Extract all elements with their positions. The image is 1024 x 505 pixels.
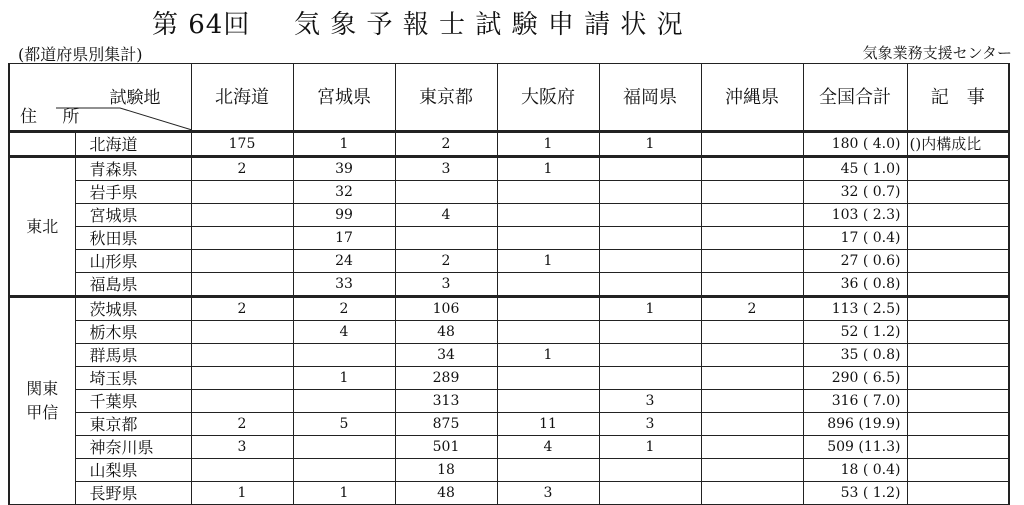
count-cell: 4: [293, 321, 395, 344]
total-cell: 36 ( 0.8): [803, 273, 907, 297]
count-cell: 99: [293, 204, 395, 227]
total-cell: 113 ( 2.5): [803, 297, 907, 321]
count-cell: [395, 227, 497, 250]
count-cell: 39: [293, 157, 395, 181]
table-row: [9, 250, 1009, 273]
count-cell: [599, 367, 701, 390]
count-cell: [497, 459, 599, 482]
table-row: [9, 436, 1009, 459]
count-cell: [191, 250, 293, 273]
count-cell: 32: [293, 181, 395, 204]
corner-label-address: 住 所: [20, 107, 90, 127]
note-cell: [907, 157, 1009, 181]
exam-number: 第 64回: [152, 10, 251, 40]
count-cell: [599, 344, 701, 367]
count-cell: 1: [497, 250, 599, 273]
prefecture-name: 千葉県: [75, 390, 191, 413]
count-cell: [599, 273, 701, 297]
table-row: [9, 459, 1009, 482]
total-cell: 52 ( 1.2): [803, 321, 907, 344]
count-cell: 2: [191, 157, 293, 181]
header-note: 記 事: [907, 64, 1009, 132]
total-cell: 35 ( 0.8): [803, 344, 907, 367]
count-cell: 24: [293, 250, 395, 273]
count-cell: [599, 181, 701, 204]
count-cell: 3: [191, 436, 293, 459]
count-cell: 3: [395, 157, 497, 181]
count-cell: [497, 367, 599, 390]
count-cell: 175: [191, 132, 293, 157]
table-row: [9, 390, 1009, 413]
count-cell: [701, 482, 803, 505]
count-cell: [497, 273, 599, 297]
count-cell: 313: [395, 390, 497, 413]
count-cell: [701, 273, 803, 297]
count-cell: [701, 181, 803, 204]
total-cell: 32 ( 0.7): [803, 181, 907, 204]
count-cell: 4: [395, 204, 497, 227]
count-cell: [599, 250, 701, 273]
header-corner: [9, 64, 191, 132]
prefecture-name: 岩手県: [75, 181, 191, 204]
total-cell: 290 ( 6.5): [803, 367, 907, 390]
total-cell: 17 ( 0.4): [803, 227, 907, 250]
count-cell: 1: [497, 157, 599, 181]
count-cell: [191, 181, 293, 204]
count-cell: [701, 204, 803, 227]
note-cell: [907, 413, 1009, 436]
count-cell: [599, 227, 701, 250]
header-row: [9, 64, 1009, 132]
document-title: [0, 4, 1024, 40]
note-cell: [907, 436, 1009, 459]
total-cell: 27 ( 0.6): [803, 250, 907, 273]
table-row: [9, 482, 1009, 505]
header-total: 全国合計: [803, 64, 907, 132]
header-site-miyagi: 宮城県: [293, 64, 395, 132]
subtitle: (都道府県別集計): [18, 45, 143, 64]
total-cell: 180 ( 4.0): [803, 132, 907, 157]
count-cell: [701, 367, 803, 390]
total-cell: 316 ( 7.0): [803, 390, 907, 413]
header-site-tokyo: 東京都: [395, 64, 497, 132]
count-cell: [599, 321, 701, 344]
prefecture-name: 長野県: [75, 482, 191, 505]
count-cell: [701, 321, 803, 344]
count-cell: [293, 344, 395, 367]
count-cell: 17: [293, 227, 395, 250]
prefecture-name: 秋田県: [75, 227, 191, 250]
count-cell: 1: [599, 297, 701, 321]
count-cell: [599, 204, 701, 227]
count-cell: 2: [701, 297, 803, 321]
count-cell: 3: [497, 482, 599, 505]
note-cell: [907, 344, 1009, 367]
count-cell: 2: [395, 250, 497, 273]
table-row: [9, 297, 1009, 321]
total-cell: 45 ( 1.0): [803, 157, 907, 181]
count-cell: [701, 227, 803, 250]
count-cell: 3: [395, 273, 497, 297]
table-row: [9, 157, 1009, 181]
count-cell: 34: [395, 344, 497, 367]
count-cell: [497, 227, 599, 250]
note-cell: [907, 297, 1009, 321]
count-cell: [293, 459, 395, 482]
count-cell: 2: [395, 132, 497, 157]
table-row: [9, 344, 1009, 367]
prefecture-name: 神奈川県: [75, 436, 191, 459]
header-site-osaka: 大阪府: [497, 64, 599, 132]
source-organization: 気象業務支援センター: [862, 44, 1012, 62]
count-cell: 1: [599, 132, 701, 157]
count-cell: [191, 367, 293, 390]
count-cell: [497, 204, 599, 227]
count-cell: 2: [191, 413, 293, 436]
count-cell: 18: [395, 459, 497, 482]
prefecture-name: 群馬県: [75, 344, 191, 367]
table-row: [9, 204, 1009, 227]
prefecture-name: 埼玉県: [75, 367, 191, 390]
total-cell: 509 (11.3): [803, 436, 907, 459]
count-cell: [701, 157, 803, 181]
count-cell: 2: [293, 297, 395, 321]
count-cell: 106: [395, 297, 497, 321]
count-cell: [191, 204, 293, 227]
count-cell: [191, 390, 293, 413]
table-row: [9, 227, 1009, 250]
header-site-hokkaido: 北海道: [191, 64, 293, 132]
count-cell: [701, 436, 803, 459]
count-cell: [701, 459, 803, 482]
note-cell: [907, 181, 1009, 204]
corner-label-site: 試験地: [109, 88, 161, 108]
count-cell: 11: [497, 413, 599, 436]
region-label: [9, 132, 75, 157]
prefecture-name: 青森県: [75, 157, 191, 181]
note-cell: [907, 273, 1009, 297]
table-row: [9, 367, 1009, 390]
application-status-table: [8, 63, 1010, 505]
count-cell: 1: [191, 482, 293, 505]
table-body: [9, 132, 1009, 505]
note-cell: [907, 250, 1009, 273]
total-cell: 103 ( 2.3): [803, 204, 907, 227]
count-cell: 1: [293, 132, 395, 157]
count-cell: 1: [293, 482, 395, 505]
table-row: [9, 413, 1009, 436]
count-cell: [191, 459, 293, 482]
count-cell: [701, 250, 803, 273]
prefecture-name: 茨城県: [75, 297, 191, 321]
note-cell: [907, 459, 1009, 482]
count-cell: 33: [293, 273, 395, 297]
note-cell: [907, 204, 1009, 227]
count-cell: [701, 413, 803, 436]
count-cell: 2: [191, 297, 293, 321]
note-cell: [907, 321, 1009, 344]
count-cell: [599, 482, 701, 505]
exam-title: 気 象 予 報 士 試 験 申 請 状 況: [294, 10, 684, 40]
count-cell: [701, 132, 803, 157]
count-cell: 48: [395, 482, 497, 505]
count-cell: [497, 297, 599, 321]
total-cell: 53 ( 1.2): [803, 482, 907, 505]
prefecture-name: 山形県: [75, 250, 191, 273]
count-cell: 289: [395, 367, 497, 390]
prefecture-name: 山梨県: [75, 459, 191, 482]
count-cell: 48: [395, 321, 497, 344]
prefecture-name: 北海道: [75, 132, 191, 157]
prefecture-name: 東京都: [75, 413, 191, 436]
count-cell: [395, 181, 497, 204]
header-site-fukuoka: 福岡県: [599, 64, 701, 132]
count-cell: 4: [497, 436, 599, 459]
note-cell: [907, 227, 1009, 250]
table-row: [9, 132, 1009, 157]
total-cell: 18 ( 0.4): [803, 459, 907, 482]
count-cell: [599, 157, 701, 181]
region-label: 東北: [9, 157, 75, 297]
table-row: [9, 181, 1009, 204]
total-cell: 896 (19.9): [803, 413, 907, 436]
count-cell: [497, 321, 599, 344]
count-cell: [599, 459, 701, 482]
count-cell: 501: [395, 436, 497, 459]
count-cell: 1: [293, 367, 395, 390]
count-cell: 875: [395, 413, 497, 436]
note-cell: [907, 482, 1009, 505]
count-cell: [293, 390, 395, 413]
prefecture-name: 福島県: [75, 273, 191, 297]
table-row: [9, 321, 1009, 344]
table-row: [9, 273, 1009, 297]
count-cell: [191, 227, 293, 250]
count-cell: [191, 321, 293, 344]
count-cell: [701, 390, 803, 413]
count-cell: 3: [599, 390, 701, 413]
count-cell: [497, 181, 599, 204]
count-cell: [701, 344, 803, 367]
prefecture-name: 宮城県: [75, 204, 191, 227]
note-cell: [907, 367, 1009, 390]
count-cell: 1: [497, 132, 599, 157]
count-cell: 1: [497, 344, 599, 367]
count-cell: [191, 344, 293, 367]
count-cell: [191, 273, 293, 297]
count-cell: [497, 390, 599, 413]
note-cell: ()内構成比: [907, 132, 1009, 157]
header-site-okinawa: 沖縄県: [701, 64, 803, 132]
prefecture-name: 栃木県: [75, 321, 191, 344]
count-cell: [293, 436, 395, 459]
count-cell: 3: [599, 413, 701, 436]
region-label: 関東 甲信: [9, 297, 75, 505]
count-cell: 1: [599, 436, 701, 459]
note-cell: [907, 390, 1009, 413]
count-cell: 5: [293, 413, 395, 436]
